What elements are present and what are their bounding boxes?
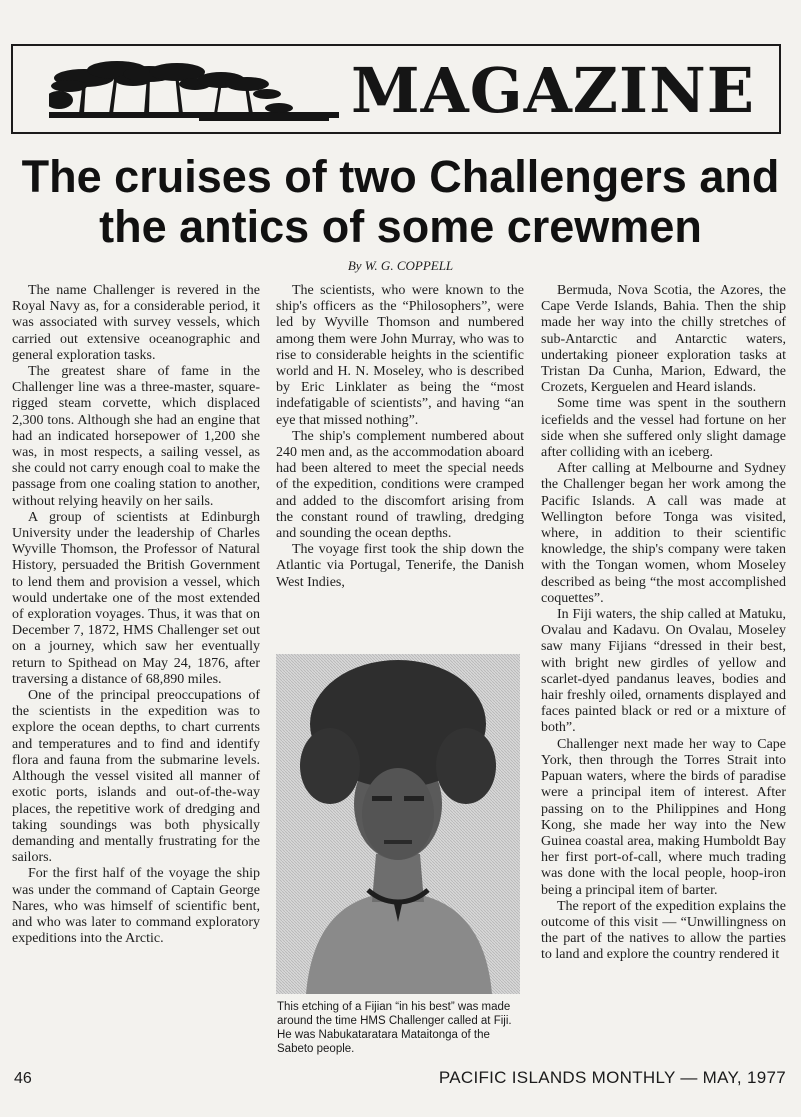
article-byline: By W. G. COPPELL: [347, 258, 454, 273]
paragraph: After calling at Melbourne and Sydney the Challenger began her work among the Pacific Islands. A call was made at Wellington before Tonga was visited, where, in addition to their scientific knowledge, the ship's company were taken with the Tongan women, whom Moseley described as being “the most accomplished coquettes”.: [541, 461, 786, 606]
photo-caption: This etching of a Fijian “in his best” was made around the time HMS Challenger called at Fiji. He was Nabukataratara Mataitonga of the Sabeto people.: [277, 1001, 512, 1055]
magazine-masthead: [11, 44, 781, 134]
paragraph: In Fiji waters, the ship called at Matuku, Ovalau and Kadavu. On Ovalau, Moseley saw many Fijians “dressed in their best, with bright new girdles of yellow and scarlet-dyed pandanus leaves, bodies and hair freshly oiled, ornaments displayed and faces painted black or red or a mixture of both”.: [541, 607, 786, 736]
paragraph: The ship's complement numbered about 240 men and, as the accommodation aboard had been altered to meet the special needs of the expedition, conditions were cramped and added to the discomfort arising from the constant round of trawling, dredging and sounding the ocean depths.: [276, 428, 524, 542]
paragraph: The greatest share of fame in the Challenger line was a three-master, square-rigged steam corvette, which displaced 2,300 tons. Although she had an engine that had an indicated horsepower of 1,200 she was, in most respects, a sailing vessel, as she could not carry enough coal to make the passage from one coaling station to another, without relying heavily on her sails.: [12, 364, 260, 509]
paragraph: The scientists, who were known to the ship's officers as the “Philosophers”, were led by Wyville Thomson and numbered among them were John Murray, who was to rise to considerable heights in the scientific world and H. N. Moseley, who is described by Eric Linklater as being the “most indefatigable of scientists”, and having “an eye that missed nothing”.: [276, 283, 524, 428]
masthead-title: MAGAZINE: [351, 54, 755, 127]
paragraph: Challenger next made her way to Cape York, then through the Torres Strait into Papuan waters, where the birds of paradise were a principal item of interest. After passing on to the Philippines and Hong Kong, she made her way into the New Guinea coastal area, making Humboldt Bay her first port-of-call, where much trading was done with the local people, hoop-iron being a principal item of barter.: [541, 736, 786, 898]
article-column-3: [541, 283, 786, 964]
paragraph: One of the principal preoccupations of the scientists in the expedition was to explore the ocean depths, to chart currents and temperatures and to find and identify flora and fauna from the submarine levels. Although the vessel visited all manner of exotic ports, islands and out-of-the-way places, the repetitive work of dredging and taking soundings was both physically demanding and mentally frustrating for the sailors.: [12, 688, 260, 866]
paragraph: Some time was spent in the southern icefields and the vessel had fortune on her side when she suffered only slight damage after colliding with an iceberg.: [541, 396, 786, 461]
article-headline: The cruises of two Challengers and the antics of some crewmen: [21, 151, 780, 252]
paragraph: The name Challenger is revered in the Royal Navy as, for a considerable period, it was associated with survey vessels, which carried out extensive oceanographic and general exploration tasks.: [12, 283, 260, 363]
palm-trees-icon: [49, 54, 339, 128]
paragraph: For the first half of the voyage the ship was under the command of Captain George Nares, who was himself of scientific bent, and who was later to command exploratory expeditions into the Arctic.: [12, 866, 260, 947]
article-column-1: [12, 283, 260, 947]
fijian-portrait-etching: [276, 654, 520, 994]
publication-footer: PACIFIC ISLANDS MONTHLY — MAY, 1977: [438, 1068, 786, 1087]
paragraph: The voyage first took the ship down the Atlantic via Portugal, Tenerife, the Danish West Indies,: [276, 542, 524, 590]
page-number: 46: [14, 1070, 32, 1087]
paragraph: A group of scientists at Edinburgh University under the leadership of Charles Wyville Thomson, the Professor of Natural History, persuaded the British Government to lend them and provision a vessel, which would undertake one of the most extended of exploration voyages. Thus, it was that on December 7, 1872, HMS Challenger set out on a journey, which saw her eventually return to Spithead on May 24, 1876, after traversing a distance of 68,890 miles.: [12, 509, 260, 687]
paragraph: The report of the expedition explains the outcome of this visit — “Unwillingness on the part of the natives to allow the parties to land and explore the country rendered it: [541, 898, 786, 963]
paragraph: Bermuda, Nova Scotia, the Azores, the Cape Verde Islands, Bahia. Then the ship made her way into the chilly stretches of sub-Antarctic and Antarctic waters, undertaking pioneer exploration tasks at Tristan Da Cunha, Marion, Edward, the Crozets, Kerguelen and Heard islands.: [541, 283, 786, 396]
article-column-2: [276, 283, 524, 591]
